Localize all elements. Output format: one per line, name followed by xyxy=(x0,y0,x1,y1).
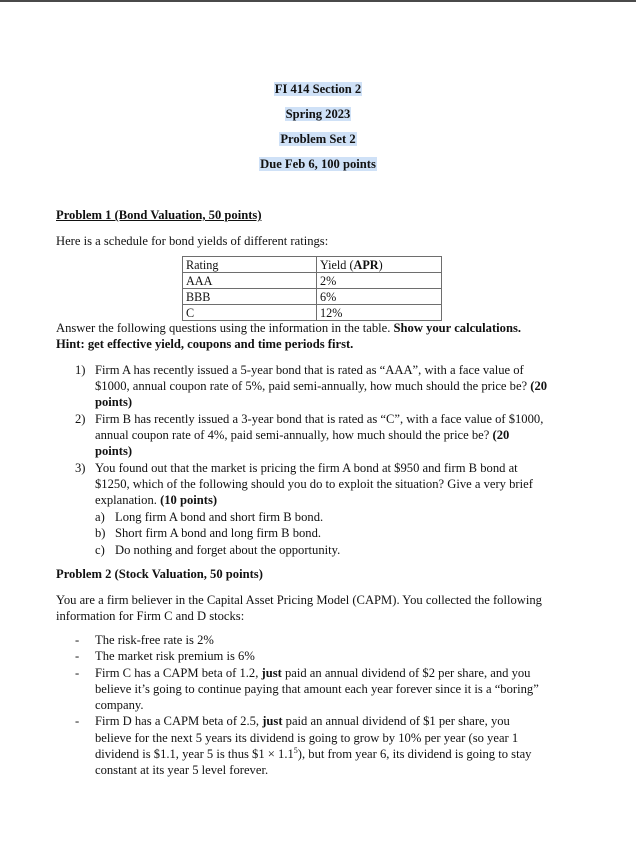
option-text: Long firm A bond and short firm B bond. xyxy=(115,510,324,524)
table-row xyxy=(183,305,442,321)
q3-option-a xyxy=(95,509,324,525)
course-title xyxy=(0,81,636,97)
bullet-firm-d-line1 xyxy=(95,713,510,729)
q2-points: (20 xyxy=(492,428,510,442)
bullet-dash: - xyxy=(75,633,80,647)
firm-c-text-a: Firm C has a CAPM beta of 1.2, xyxy=(95,666,262,680)
rating-cell: AAA xyxy=(183,273,317,289)
option-label: b) xyxy=(95,526,106,540)
yield-header-apr: APR xyxy=(353,257,379,272)
option-text: Short firm A bond and long firm B bond. xyxy=(115,526,322,540)
bullet-firm-c-line3: company. xyxy=(95,698,144,712)
firm-c-just: just xyxy=(261,666,282,680)
term-title-text: Spring 2023 xyxy=(285,107,351,121)
q1-line2 xyxy=(95,378,547,394)
table-row xyxy=(183,289,442,305)
q3-line3-text: explanation. xyxy=(95,493,161,507)
problem2-intro-line1: You are a firm believer in the Capital Asset Pricing Model (CAPM). You collected the following xyxy=(56,593,542,607)
q3-option-c xyxy=(95,542,341,558)
yield-header-prefix: Yield ( xyxy=(320,257,354,272)
yield-cell: 2% xyxy=(317,273,442,289)
firm-d-exponent: 5 xyxy=(293,745,298,755)
q3-option-b xyxy=(95,525,322,541)
bullet-dash: - xyxy=(75,649,80,663)
q2-line2-text: annual coupon rate of 4%, paid semi-annually, how much should the price be? xyxy=(95,428,493,442)
firm-d-text-c: paid an annual dividend of $1 per share, you xyxy=(282,714,510,728)
option-text: Do nothing and forget about the opportunity. xyxy=(115,543,341,557)
instruction-bold: Show your calculations. xyxy=(393,321,522,335)
rating-cell: BBB xyxy=(183,289,317,305)
bullet-market-premium: The market risk premium is 6% xyxy=(95,649,255,663)
firm-d-just: just xyxy=(262,714,283,728)
table-header-row xyxy=(183,257,442,273)
yield-header xyxy=(317,257,442,273)
q2-line1: Firm B has recently issued a 3-year bond that is rated as “C”, with a face value of $1000, xyxy=(95,412,544,426)
firm-d-text-a: Firm D has a CAPM beta of 2.5, xyxy=(95,714,263,728)
bullet-dash: - xyxy=(75,714,80,728)
q1-number: 1) xyxy=(75,363,86,377)
bullet-firm-d-line3 xyxy=(95,746,531,762)
q1-points: (20 xyxy=(530,379,548,393)
firm-c-text-c: paid an annual dividend of $2 per share, and you xyxy=(281,666,531,680)
problem2-heading: Problem 2 (Stock Valuation, 50 points) xyxy=(56,567,263,581)
problem1-heading: Problem 1 (Bond Valuation, 50 points) xyxy=(56,208,262,222)
yield-header-suffix: ) xyxy=(378,257,383,272)
q2-line3: points) xyxy=(95,444,133,458)
bond-yield-table xyxy=(182,256,442,321)
q1-line1: Firm A has recently issued a 5-year bond that is rated as “AAA”, with a face value of xyxy=(95,363,524,377)
bullet-firm-c-line2: believe it’s going to continue paying that amount each year forever since it is a “boring” xyxy=(95,682,539,696)
window-top-border xyxy=(0,0,636,2)
q2-number: 2) xyxy=(75,412,86,426)
rating-header: Rating xyxy=(183,257,317,273)
firm-d-line3-a: dividend is $1.1, year 5 is thus $1 × 1.1 xyxy=(95,747,294,761)
problem1-intro: Here is a schedule for bond yields of different ratings: xyxy=(56,234,329,248)
q2-line2 xyxy=(95,427,509,443)
problem-set-title xyxy=(0,131,636,147)
q3-number: 3) xyxy=(75,461,86,475)
bullet-risk-free: The risk-free rate is 2% xyxy=(95,633,214,647)
q3-line1: You found out that the market is pricing the firm A bond at $950 and firm B bond at xyxy=(95,461,518,475)
bullet-dash: - xyxy=(75,666,80,680)
problem1-instruction xyxy=(56,320,521,336)
course-title-text: FI 414 Section 2 xyxy=(274,82,362,96)
problem2-intro-line2: information for Firm C and D stocks: xyxy=(56,609,245,623)
q3-points: (10 points) xyxy=(160,493,218,507)
bullet-firm-c-line1 xyxy=(95,665,530,681)
yield-cell: 12% xyxy=(317,305,442,321)
q1-line3: points) xyxy=(95,395,133,409)
firm-d-line3-b: ), but from year 6, its dividend is going to stay xyxy=(297,747,532,761)
q1-line2-text: $1000, annual coupon rate of 5%, paid semi-annually, how much should the price be? xyxy=(95,379,531,393)
bullet-firm-d-line2: believe for the next 5 years its dividend is going to grow by 10% per year (so year 1 xyxy=(95,731,519,745)
instruction-text: Answer the following questions using the information in the table. xyxy=(56,321,394,335)
due-date-text: Due Feb 6, 100 points xyxy=(260,157,376,171)
rating-cell: C xyxy=(183,305,317,321)
option-label: c) xyxy=(95,543,105,557)
bullet-firm-d-line4: constant at its year 5 level forever. xyxy=(95,763,269,777)
problem1-hint: Hint: get effective yield, coupons and time periods first. xyxy=(56,337,354,351)
q3-line3 xyxy=(95,492,217,508)
term-title xyxy=(0,106,636,122)
due-date xyxy=(0,156,636,172)
q3-line2: $1250, which of the following should you do to exploit the situation? Give a very brief xyxy=(95,477,533,491)
table-row xyxy=(183,273,442,289)
option-label: a) xyxy=(95,510,105,524)
problem-set-title-text: Problem Set 2 xyxy=(280,132,356,146)
yield-cell: 6% xyxy=(317,289,442,305)
